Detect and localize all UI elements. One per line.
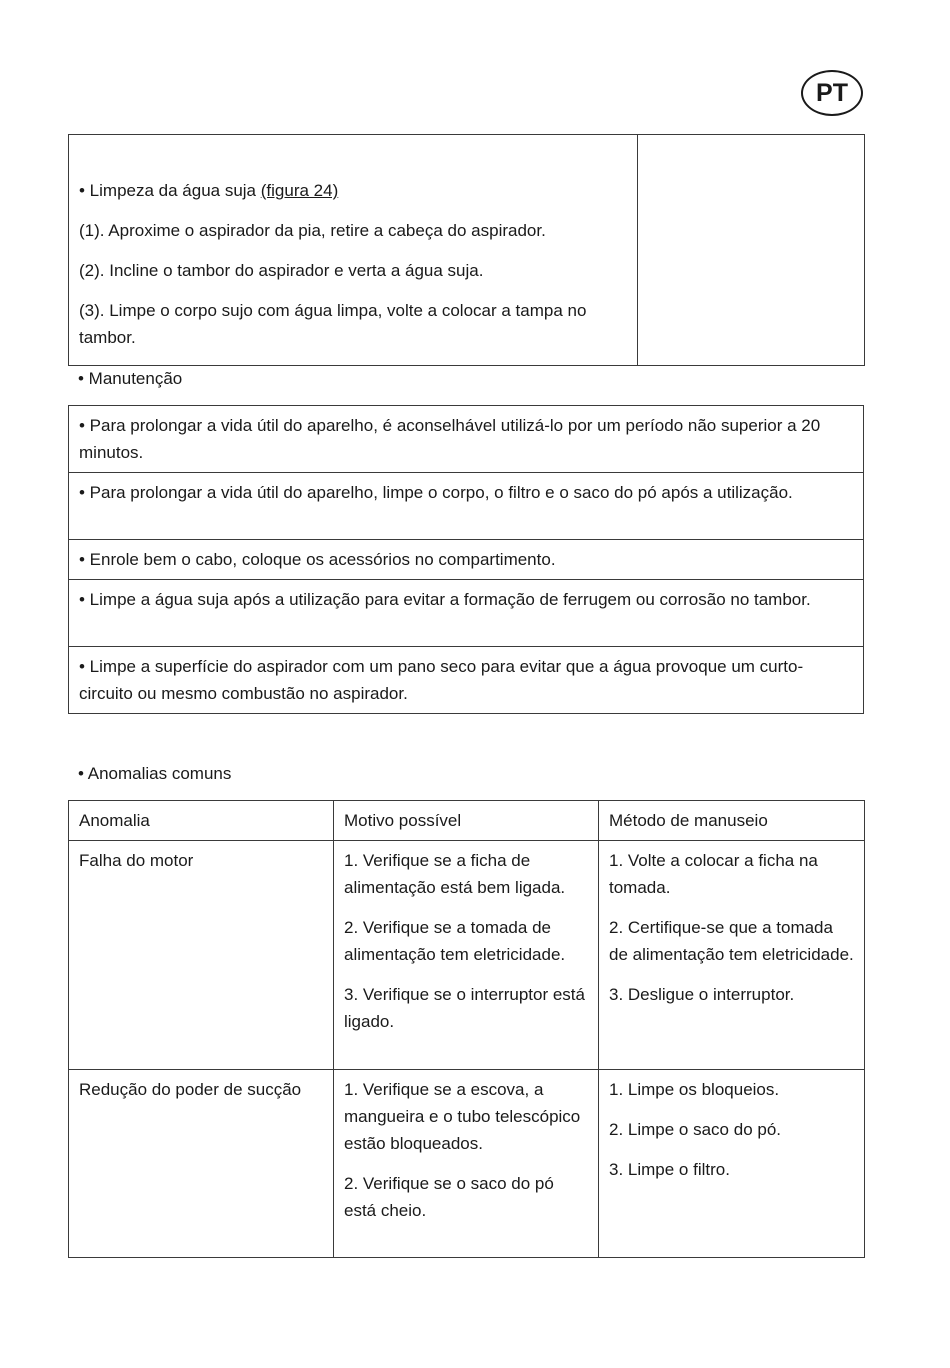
maintenance-item: • Enrole bem o cabo, coloque os acessórios no compartimento. xyxy=(69,540,864,580)
cleaning-cell xyxy=(69,135,638,366)
cleaning-step: (3). Limpe o corpo sujo com água limpa, volte a colocar a tampa no tambor. xyxy=(79,301,587,347)
maintenance-item: • Limpe a superfície do aspirador com um pano seco para evitar que a água provoque um curto-circuito ou mesmo combustão no aspirador. xyxy=(69,647,864,714)
reason-item: 2. Verifique se o saco do pó está cheio. xyxy=(344,1174,554,1220)
reason-item: 2. Verifique se a tomada de alimentação tem eletricidade. xyxy=(344,918,566,964)
column-header: Anomalia xyxy=(69,801,334,841)
cleaning-heading xyxy=(79,177,627,204)
method-item: 2. Certifique-se que a tomada de alimentação tem eletricidade. xyxy=(609,918,854,964)
figure-placeholder-cell xyxy=(638,135,865,366)
anomaly-cell: Falha do motor xyxy=(69,841,334,1070)
column-header: Método de manuseio xyxy=(599,801,865,841)
method-item: 2. Limpe o saco do pó. xyxy=(609,1120,782,1139)
anomaly-cell: Redução do poder de sucção xyxy=(69,1070,334,1258)
method-cell xyxy=(599,1070,865,1258)
table-row xyxy=(69,841,865,1070)
table-header-row xyxy=(69,801,865,841)
maintenance-item: • Para prolongar a vida útil do aparelho, é aconselhável utilizá-lo por um período não superior a 20 minutos. xyxy=(69,406,864,473)
method-item: 3. Desligue o interruptor. xyxy=(609,985,795,1004)
method-cell xyxy=(599,841,865,1070)
maintenance-heading: • Manutenção xyxy=(78,369,183,388)
table-row xyxy=(69,1070,865,1258)
cleaning-table xyxy=(68,134,865,366)
method-item: 3. Limpe o filtro. xyxy=(609,1160,730,1179)
maintenance-table xyxy=(68,405,864,714)
cleaning-step: (1). Aproxime o aspirador da pia, retire a cabeça do aspirador. xyxy=(79,221,546,240)
method-item: 1. Limpe os bloqueios. xyxy=(609,1080,780,1099)
reason-item: 3. Verifique se o interruptor está ligado. xyxy=(344,985,585,1031)
maintenance-item: • Limpe a água suja após a utilização para evitar a formação de ferrugem ou corrosão no tambor. xyxy=(69,580,864,647)
reason-item: 1. Verifique se a escova, a mangueira e o tubo telescópico estão bloqueados. xyxy=(344,1080,581,1153)
maintenance-item: • Para prolongar a vida útil do aparelho, limpe o corpo, o filtro e o saco do pó após a utilização. xyxy=(69,473,864,540)
reason-cell xyxy=(334,841,599,1070)
anomalies-heading: • Anomalias comuns xyxy=(78,764,232,783)
language-badge: PT xyxy=(801,70,863,116)
reason-item: 1. Verifique se a ficha de alimentação está bem ligada. xyxy=(344,851,566,897)
cleaning-step: (2). Incline o tambor do aspirador e verta a água suja. xyxy=(79,261,484,280)
figure-reference-link[interactable]: (figura 24) xyxy=(260,181,339,200)
anomalies-table xyxy=(68,800,865,1258)
column-header: Motivo possível xyxy=(334,801,599,841)
method-item: 1. Volte a colocar a ficha na tomada. xyxy=(609,851,818,897)
reason-cell xyxy=(334,1070,599,1258)
cleaning-heading-text: • Limpeza da água suja xyxy=(79,181,261,200)
